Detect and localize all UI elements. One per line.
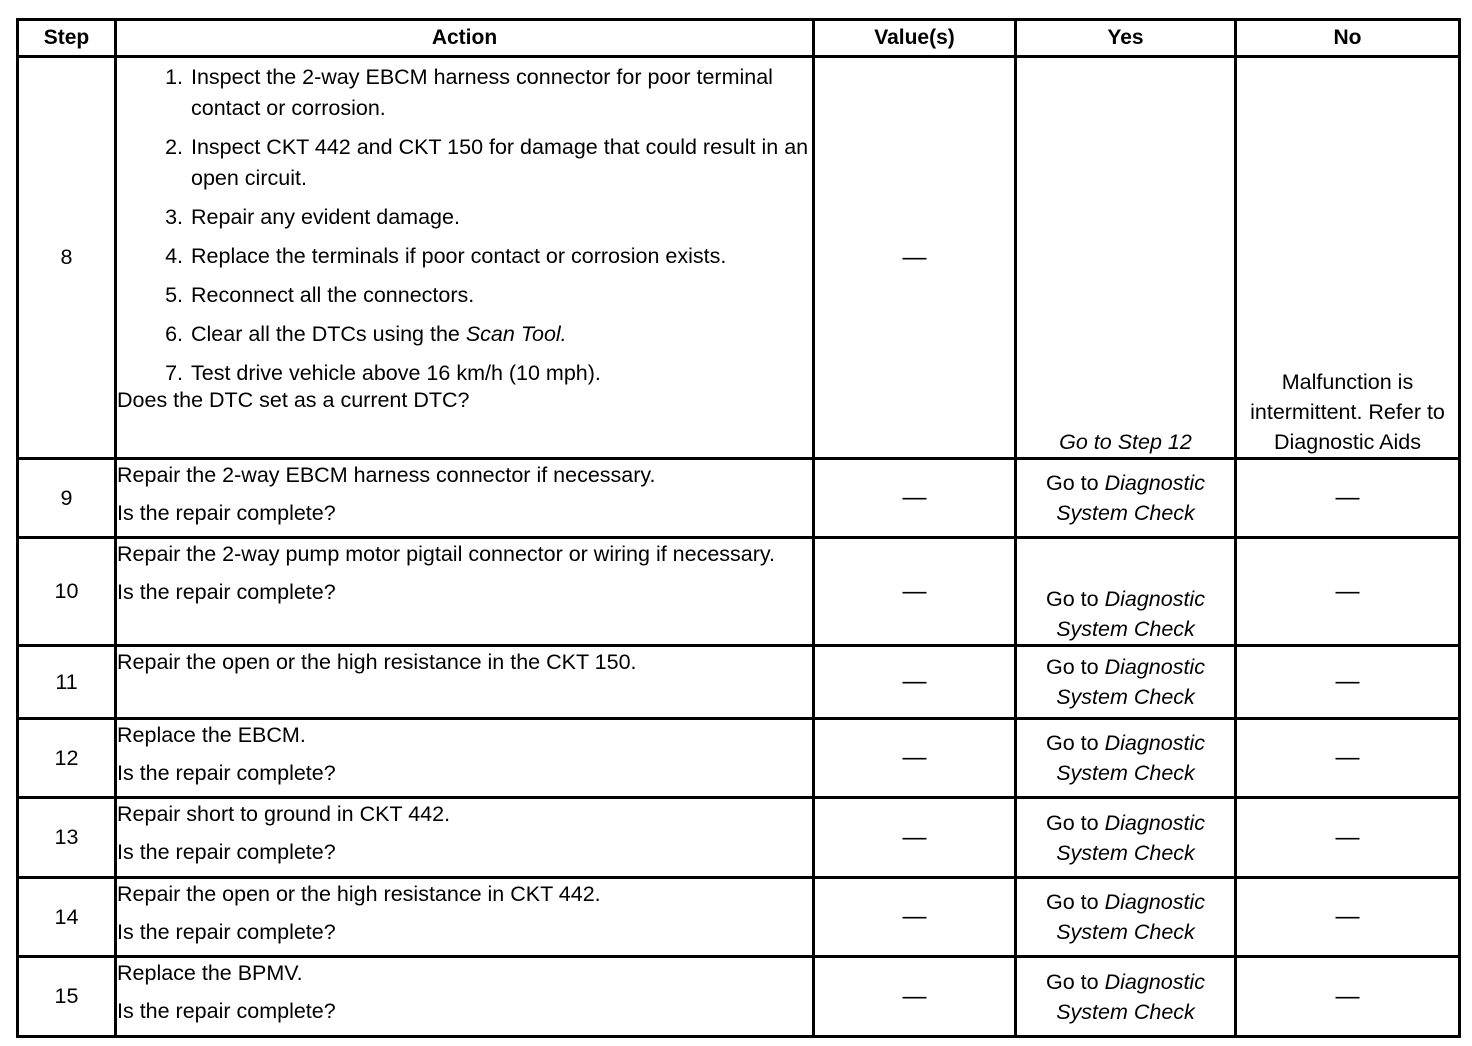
- step-number: 8: [18, 57, 116, 459]
- value-cell: —: [814, 646, 1016, 719]
- goto-text: Go to: [1046, 969, 1105, 994]
- action-cell: [116, 878, 814, 957]
- table-row-step-10: [18, 538, 1460, 646]
- action-text: Replace the EBCM.: [117, 723, 306, 747]
- scan-tool-reference: Scan Tool.: [465, 322, 567, 346]
- step-number: 9: [18, 459, 116, 538]
- goto-text: Go to: [1046, 731, 1105, 755]
- no-cell: —: [1236, 538, 1460, 646]
- yes-cell: [1016, 878, 1236, 957]
- step-number: 13: [18, 798, 116, 878]
- action-cell: [116, 719, 814, 798]
- system-check-reference: System Check: [1056, 920, 1195, 944]
- diagnostic-reference: Diagnostic: [1104, 969, 1205, 994]
- table-row-step-15: [18, 957, 1460, 1037]
- header-no: No: [1236, 20, 1460, 57]
- no-cell: —: [1236, 646, 1460, 719]
- list-item: 3. Repair any evident damage.: [189, 202, 812, 233]
- action-text: Repair the open or the high resistance in the CKT 150.: [117, 650, 637, 674]
- step-number: 11: [18, 646, 116, 719]
- action-text: Repair the 2-way pump motor pigtail connector or wiring if necessary.: [117, 542, 776, 566]
- step-number: 15: [18, 957, 116, 1037]
- yes-cell: [1016, 957, 1236, 1037]
- no-cell: Malfunction is intermittent. Refer to Diagnostic Aids: [1236, 57, 1460, 459]
- step-number: 12: [18, 719, 116, 798]
- no-cell: —: [1236, 878, 1460, 957]
- yes-cell: [1016, 538, 1236, 646]
- value-cell: —: [814, 719, 1016, 798]
- goto-text: Go to: [1046, 471, 1105, 495]
- question-text: Is the repair complete?: [117, 580, 336, 604]
- system-check-reference: System Check: [1056, 761, 1195, 785]
- diagnostic-table: [16, 18, 1461, 1038]
- question-text: Is the repair complete?: [117, 761, 336, 785]
- table-row-step-13: [18, 798, 1460, 878]
- diagnostic-reference: Diagnostic: [1104, 810, 1205, 835]
- system-check-reference: System Check: [1056, 617, 1195, 641]
- goto-text: Go to: [1046, 655, 1105, 679]
- procedure-list: [117, 62, 812, 389]
- action-cell: [116, 459, 814, 538]
- table-row-step-12: [18, 719, 1460, 798]
- header-values: Value(s): [814, 20, 1016, 57]
- header-action: Action: [116, 20, 814, 57]
- value-cell: —: [814, 459, 1016, 538]
- system-check-reference: System Check: [1056, 840, 1195, 865]
- action-text: Repair the 2-way EBCM harness connector if necessary.: [117, 463, 656, 487]
- no-cell: —: [1236, 719, 1460, 798]
- list-item: [189, 319, 812, 350]
- value-cell: —: [814, 798, 1016, 878]
- table-row-step-8: [18, 57, 1460, 459]
- yes-cell: [1016, 719, 1236, 798]
- question-text: Is the repair complete?: [117, 840, 336, 864]
- diagnostic-reference: Diagnostic: [1104, 890, 1205, 914]
- action-cell: [116, 798, 814, 878]
- yes-cell: [1016, 57, 1236, 459]
- list-item: 1. Inspect the 2-way EBCM harness connector for poor terminal contact or corrosion.: [189, 62, 812, 124]
- goto-text: Go to: [1046, 890, 1105, 914]
- action-cell: [116, 538, 814, 646]
- value-cell: —: [814, 57, 1016, 459]
- list-item: 4. Replace the terminals if poor contact or corrosion exists.: [189, 241, 812, 272]
- step-number: 10: [18, 538, 116, 646]
- no-cell: —: [1236, 957, 1460, 1037]
- list-item-text: Clear all the DTCs using the: [191, 322, 466, 346]
- list-item: 2. Inspect CKT 442 and CKT 150 for damage that could result in an open circuit.: [189, 132, 812, 194]
- system-check-reference: System Check: [1056, 501, 1195, 525]
- question-text: Is the repair complete?: [117, 501, 336, 525]
- table-row-step-9: [18, 459, 1460, 538]
- table-row-step-14: [18, 878, 1460, 957]
- yes-cell: [1016, 646, 1236, 719]
- yes-cell: [1016, 459, 1236, 538]
- action-text: Repair short to ground in CKT 442.: [117, 802, 451, 826]
- table-row-step-11: [18, 646, 1460, 719]
- no-cell: —: [1236, 798, 1460, 878]
- goto-text: Go to: [1046, 587, 1105, 611]
- action-cell: [116, 646, 814, 719]
- list-item: 7. Test drive vehicle above 16 km/h (10 mph).: [189, 358, 812, 389]
- list-item: 5. Reconnect all the connectors.: [189, 280, 812, 311]
- action-text: Repair the open or the high resistance in CKT 442.: [117, 882, 601, 906]
- value-cell: —: [814, 878, 1016, 957]
- diagnostic-reference: Diagnostic: [1104, 471, 1205, 495]
- question-text: Is the repair complete?: [117, 999, 336, 1023]
- system-check-reference: System Check: [1056, 685, 1195, 709]
- header-step: Step: [18, 20, 116, 57]
- diagnostic-reference: Diagnostic: [1104, 655, 1205, 679]
- header-row: [18, 20, 1460, 57]
- action-cell: [116, 957, 814, 1037]
- value-cell: —: [814, 538, 1016, 646]
- diagnostic-reference: Diagnostic: [1104, 587, 1205, 611]
- question-text: Does the DTC set as a current DTC?: [117, 388, 470, 412]
- question-text: Is the repair complete?: [117, 920, 336, 944]
- action-cell: [116, 57, 814, 459]
- goto-text: Go to: [1046, 810, 1105, 835]
- goto-step-12: Go to Step 12: [1059, 430, 1192, 454]
- system-check-reference: System Check: [1056, 999, 1195, 1024]
- diagnostic-reference: Diagnostic: [1104, 731, 1205, 755]
- yes-cell: [1016, 798, 1236, 878]
- value-cell: —: [814, 957, 1016, 1037]
- no-cell: —: [1236, 459, 1460, 538]
- action-text: Replace the BPMV.: [117, 961, 303, 985]
- step-number: 14: [18, 878, 116, 957]
- header-yes: Yes: [1016, 20, 1236, 57]
